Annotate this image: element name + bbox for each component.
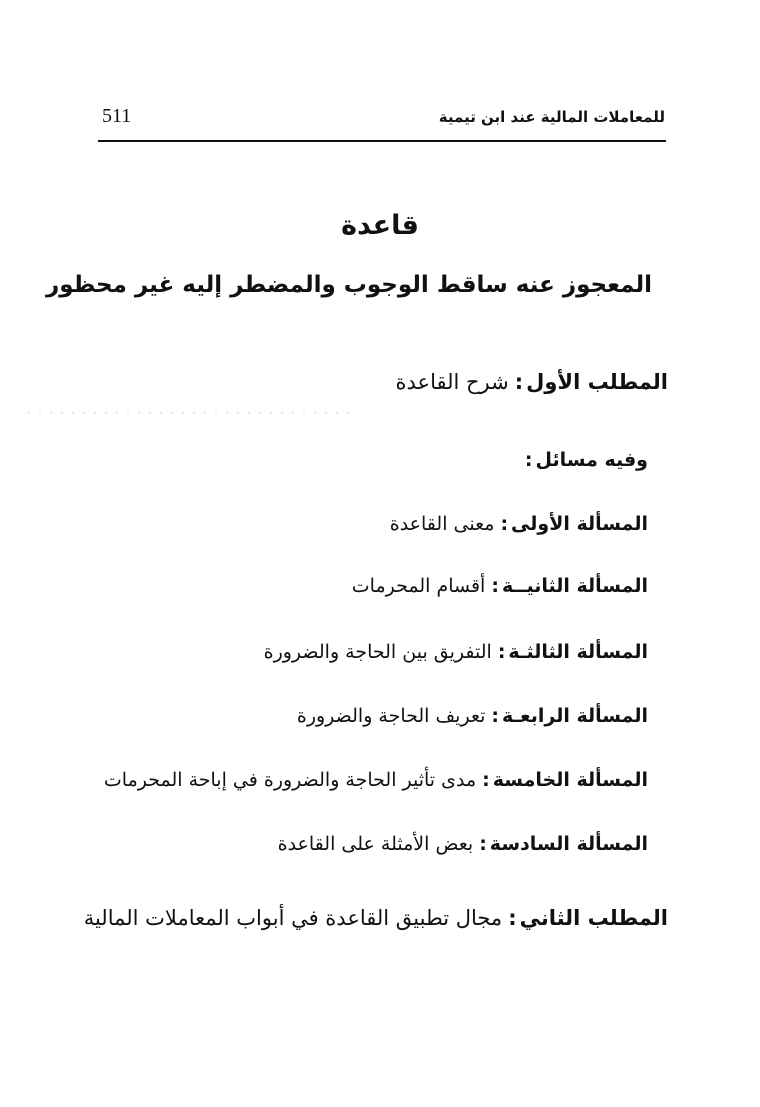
separator: : — [482, 769, 490, 791]
masala-row — [278, 828, 648, 860]
masala-row — [264, 636, 648, 668]
separator: : — [491, 575, 499, 597]
masala-label: المسألة الثانيــة — [501, 575, 648, 597]
masala-row — [104, 764, 648, 796]
scan-specks — [28, 412, 358, 414]
masala-text: تعريف الحاجة والضرورة — [296, 705, 486, 727]
rule-heading: قاعدة — [341, 210, 419, 241]
masala-row — [390, 508, 648, 540]
masala-label: المسألة السادسة — [489, 833, 648, 855]
matlab-first — [396, 366, 668, 398]
masala-text: بعض الأمثلة على القاعدة — [277, 833, 474, 855]
matlab-label: المطلب الأول — [526, 370, 668, 394]
separator: : — [479, 833, 487, 855]
masala-text: التفريق بين الحاجة والضرورة — [263, 641, 492, 663]
separator: : — [508, 906, 517, 930]
masala-row — [352, 570, 648, 602]
separator: : — [514, 370, 524, 394]
separator: : — [524, 449, 533, 471]
intro-line — [519, 444, 648, 476]
header-rule — [98, 140, 666, 142]
separator: : — [497, 641, 506, 663]
intro-label: وفيه مسائل — [535, 449, 648, 471]
separator: : — [500, 513, 509, 535]
masala-text: مدى تأثير الحاجة والضرورة في إباحة المحرمات — [103, 769, 477, 791]
separator: : — [491, 705, 500, 727]
rule-subtitle: المعجوز عنه ساقط الوجوب والمضطر إليه غير محظور — [45, 272, 652, 298]
masala-label: المسألة الرابعـة — [502, 705, 648, 727]
matlab-second — [84, 902, 668, 934]
masala-row — [297, 700, 648, 732]
matlab-text: شرح القاعدة — [395, 370, 509, 394]
masala-text: أقسام المحرمات — [351, 575, 486, 597]
matlab-text: مجال تطبيق القاعدة في أبواب المعاملات المالية — [83, 906, 503, 930]
masala-label: المسألة الأولى — [511, 513, 648, 535]
page-number: 511 — [102, 105, 132, 127]
running-title: للمعاملات المالية عند ابن تيمية — [438, 108, 665, 126]
masala-label: المسألة الثالثـة — [508, 641, 648, 663]
masala-text: معنى القاعدة — [389, 513, 495, 535]
masala-label: المسألة الخامسة — [492, 769, 648, 791]
matlab-label: المطلب الثاني — [519, 906, 668, 930]
